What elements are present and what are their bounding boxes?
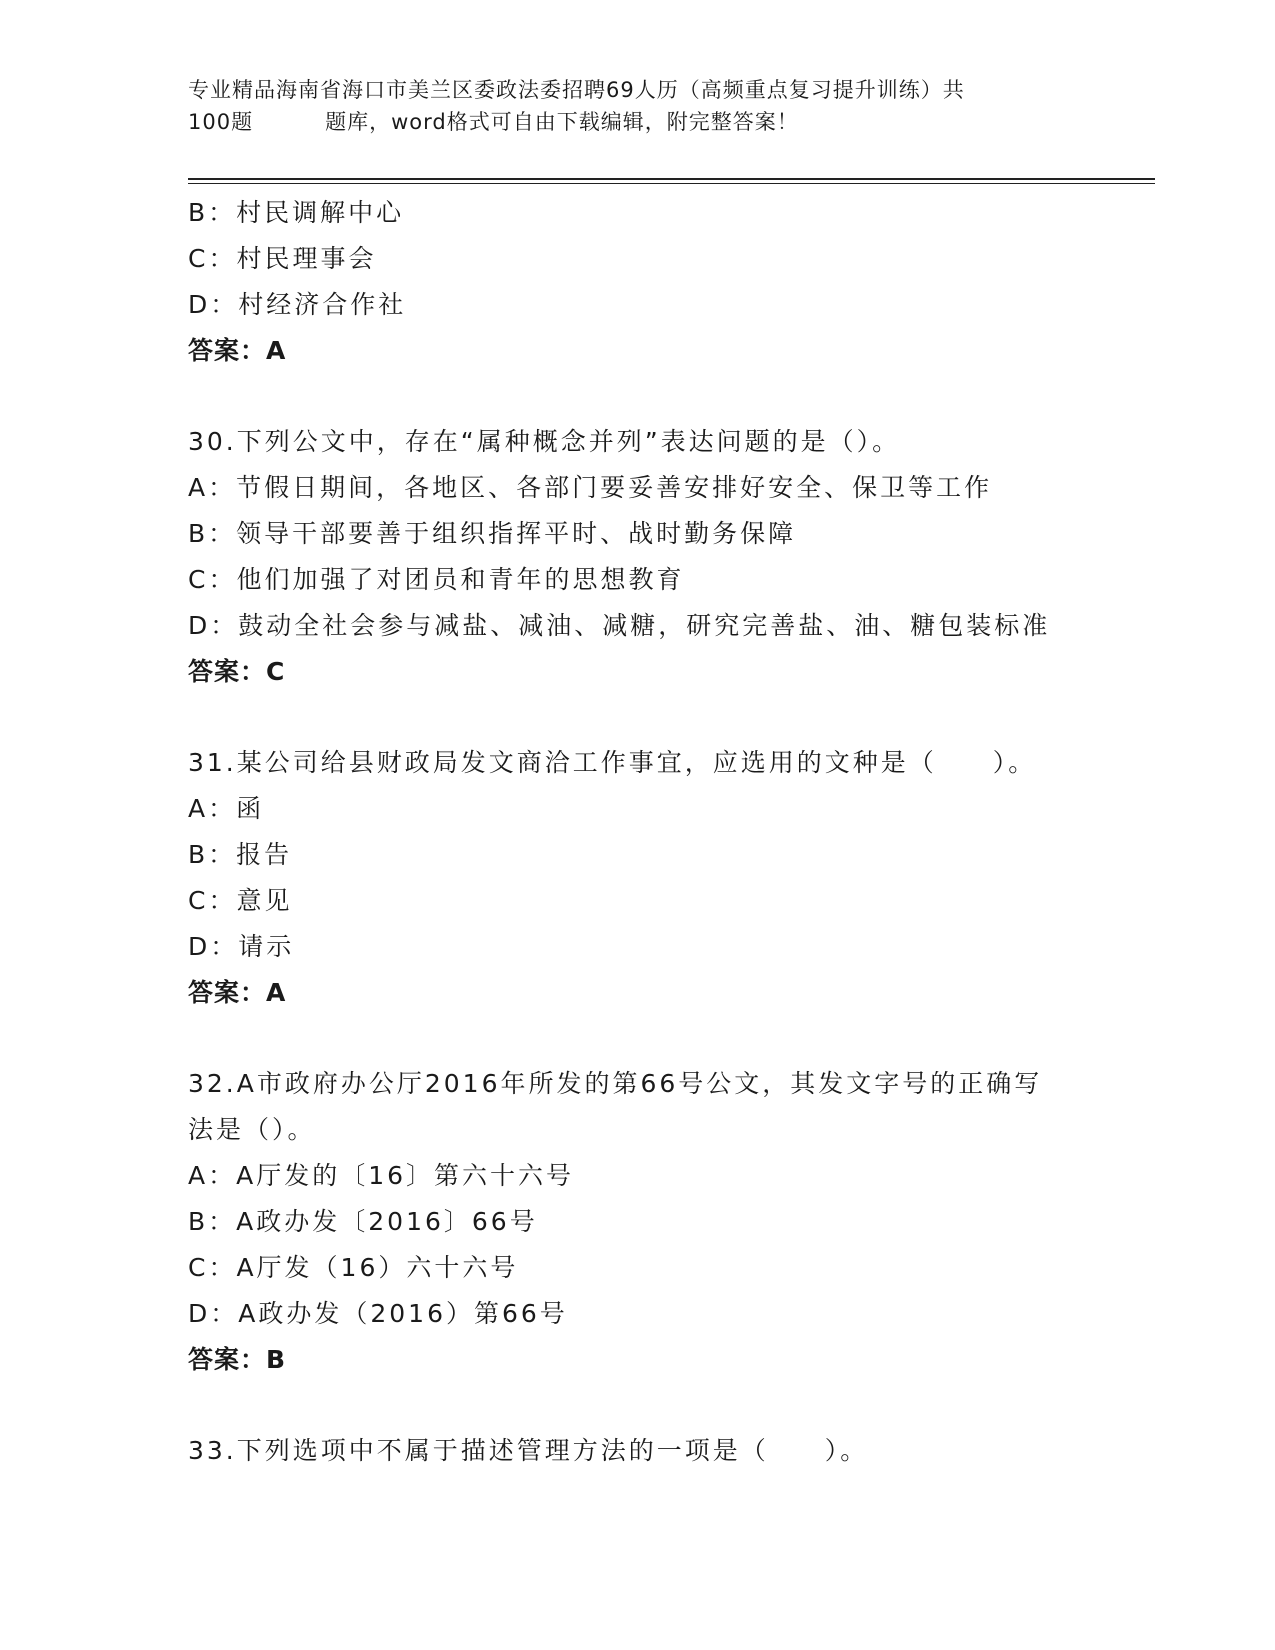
question-31-answer: 答案：A (188, 978, 287, 1007)
question-30-stem: 30.下列公文中，存在“属种概念并列”表达问题的是（）。 (188, 427, 901, 456)
question-29-option-c: C：村民理事会 (188, 244, 377, 273)
question-30-option-a: A：节假日期间，各地区、各部门要妥善安排好安全、保卫等工作 (188, 473, 993, 502)
question-32-block (188, 1061, 1088, 1383)
question-32-option-b: B：A政办发〔2016〕66号 (188, 1207, 538, 1236)
question-30-option-b: B：领导干部要善于组织指挥平时、战时勤务保障 (188, 519, 797, 548)
question-29-block (188, 190, 1088, 374)
question-32-answer: 答案：B (188, 1345, 287, 1374)
document-header (188, 74, 1078, 138)
question-33-stem: 33.下列选项中不属于描述管理方法的一项是（ ）。 (188, 1436, 869, 1465)
question-31-option-c: C：意见 (188, 886, 293, 915)
question-31-option-a: A：函 (188, 794, 265, 823)
question-29-answer: 答案：A (188, 336, 287, 365)
question-list (188, 190, 1088, 1474)
question-30-option-d: D：鼓动全社会参与减盐、减油、减糖，研究完善盐、油、糖包装标准 (188, 611, 1051, 640)
question-33-block (188, 1428, 1088, 1474)
question-29-option-b: B：村民调解中心 (188, 198, 405, 227)
header-title-line-2 (188, 106, 1078, 138)
question-32-option-c: C：A厅发（16）六十六号 (188, 1253, 519, 1282)
question-31-block (188, 740, 1088, 1016)
question-32-option-d: D：A政办发（2016）第66号 (188, 1299, 568, 1328)
question-32-stem-line-2: 法是（）。 (188, 1115, 316, 1144)
header-title-suffix: 题库，word格式可自由下载编辑，附完整答案！ (325, 110, 799, 134)
question-32-stem-line-1: 32.A市政府办公厅2016年所发的第66号公文，其发文字号的正确写 (188, 1069, 1043, 1098)
header-title-count: 100题 (188, 110, 254, 134)
question-31-stem: 31.某公司给县财政局发文商洽工作事宜，应选用的文种是（ ）。 (188, 748, 1037, 777)
question-30-block (188, 419, 1088, 695)
question-29-option-d: D：村经济合作社 (188, 290, 407, 319)
header-title-line-1: 专业精品海南省海口市美兰区委政法委招聘69人历（高频重点复习提升训练）共 (188, 78, 965, 102)
question-30-option-c: C：他们加强了对团员和青年的思想教育 (188, 565, 685, 594)
question-31-option-b: B：报告 (188, 840, 293, 869)
question-31-option-d: D：请示 (188, 932, 295, 961)
question-30-answer: 答案：C (188, 657, 286, 686)
question-32-option-a: A：A厅发的〔16〕第六十六号 (188, 1161, 575, 1190)
header-divider-thick (188, 178, 1155, 180)
header-divider-thin (188, 183, 1155, 184)
